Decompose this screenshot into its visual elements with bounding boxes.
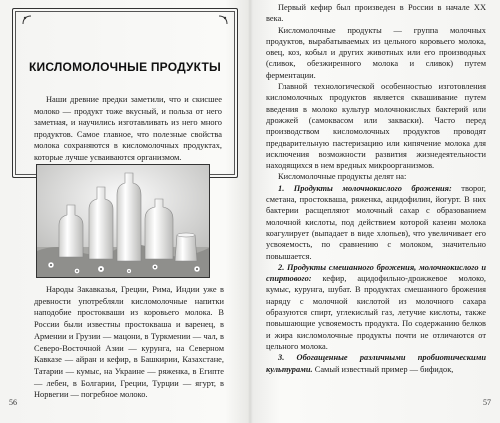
- list-item-heading: 1. Продукты молочнокислого брожения:: [278, 183, 452, 193]
- paragraph-3: Главной технологической особенностью изготовления кисломолочных продуктов является сквашивание путем введения в молоко культур молочнокислых бактерий или дрожжей (самоквасом или закваски). Часто перед производством кисломолочных продуктов проводят предварительную пастеризацию или кипячение молока для исключения возможности развития жизнедеятельности находящихся в нем вредных микроорганизмов.: [266, 82, 486, 171]
- corner-ornament-icon: [22, 15, 32, 25]
- corner-ornament-icon: [218, 15, 228, 25]
- list-item-3: [266, 352, 486, 375]
- list-item-2: [266, 262, 486, 352]
- paragraph-2: Кисломолочные продукты — группа молочных продуктов, вырабатываемых из цельного коровьего молока, овец, коз, кобыл и других животных или его производных (сливок, обезжиренного молока и сливок) путем ферментации.: [266, 25, 486, 80]
- list-item-text: Самый известный пример — бифидок,: [312, 364, 454, 374]
- page-number: 56: [9, 398, 17, 407]
- list-item-heading: 3. Обогащенные различными пробиотическими культурами.: [266, 353, 486, 374]
- list-item-text: творог, сметана, простокваша, ряженка, ацидофилин, йогурт. В них бактерии расщепляют молочный сахар с образованием молочной кислоты, под действием которой казеин молока коагулирует (выпадает в виде хлопьев), что увеличивает его усвояемость, по сравнению с молоком, значительно повышается.: [266, 183, 486, 261]
- list-item-text: кефир, ацидофильно-дрожжевое молоко, кумыс, курунга, шубат. В продуктах смешанного брожения наряду с молочной кислотой из молочного сахара образуются спирт, углекислый газ, летучие кислоты, также повышающие усвояемость продукта. По содержанию белков и жира кисломолочные продукты почти не отличаются от цельного молока.: [266, 274, 486, 351]
- list-item-1: [266, 183, 486, 262]
- right-page-text: [266, 2, 486, 375]
- body-paragraph: [34, 284, 224, 401]
- milk-bottles-photo: [36, 164, 210, 278]
- body-text: Народы Закавказья, Греции, Рима, Индии уже в древности употребляли кисломолочные напитки наподобие простокваши из коровьего молока. В России были известны простокваша и варенец, в Армении и Грузии — мацони, в Туркмении — чал, в Северо-Восточной Азии — курунга, на Северном Кавказе — айран и кефир, в Башкирии, Казахстане, Татарии — кумыс, на Украине — ряженка, в Египте — лебен, в Болгарии, Греции, Турции — ягурт, в Норвегии — погребное молоко.: [34, 285, 224, 400]
- list-item-heading: 2. Продукты смешанного брожения, молочнокислого и спиртового:: [266, 262, 486, 284]
- paragraph-4: Кисломолочные продукты делят на:: [278, 172, 407, 182]
- milk-bottles-icon: [37, 165, 209, 277]
- intro-paragraph: [34, 94, 222, 164]
- chapter-heading: КИСЛОМОЛОЧНЫЕ ПРОДУКТЫ: [29, 60, 221, 74]
- paragraph-1: Первый кефир был произведен в России в начале XX века.: [266, 3, 486, 24]
- page-number: 57: [483, 398, 491, 407]
- intro-text: Наши древние предки заметили, что и скисшее молоко — продукт тоже вкусный, и польза от него заметная, и научились изготавливать из него много продуктов. Самое главное, что полезные свойства молока сохраняются в кисломолочных продуктах, которые лучше усваиваются организмом.: [34, 95, 222, 162]
- right-page: [250, 0, 500, 423]
